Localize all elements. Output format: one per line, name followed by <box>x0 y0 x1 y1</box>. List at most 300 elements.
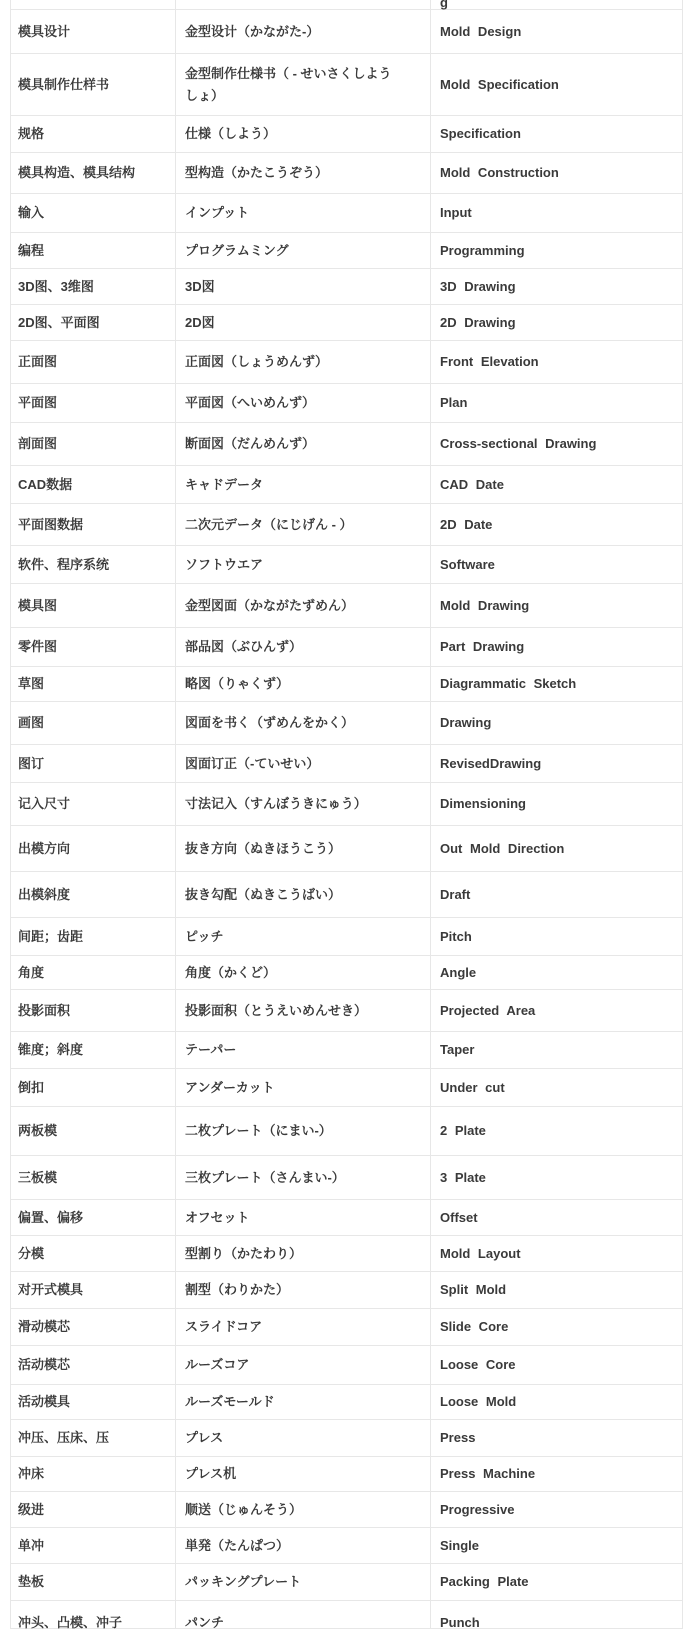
cell-english <box>431 54 683 116</box>
chinese-term: 2D图、平面图 <box>18 314 100 330</box>
table-row <box>11 1564 683 1601</box>
chinese-term: 图订 <box>18 755 45 771</box>
cell-japanese <box>176 305 431 341</box>
cell-chinese <box>11 1236 176 1272</box>
chinese-term: 锥度；斜度 <box>18 1042 84 1058</box>
english-term: Input <box>440 205 472 221</box>
table-row <box>11 667 683 702</box>
cell-japanese <box>176 1032 431 1069</box>
chinese-term: 平面图数据 <box>18 516 84 532</box>
cell-chinese <box>11 1457 176 1492</box>
cell-chinese <box>11 628 176 667</box>
english-term: Draft <box>440 886 471 902</box>
cell-english <box>431 1528 683 1564</box>
table-row <box>11 826 683 872</box>
english-term: Programming <box>440 242 525 258</box>
chinese-term: 出模斜度 <box>18 886 71 902</box>
cell-english <box>431 1346 683 1385</box>
cell-english <box>431 1032 683 1069</box>
chinese-term: 正面图 <box>18 354 58 370</box>
japanese-term: 金型図面（かながたずめん） <box>185 597 355 613</box>
table-row <box>11 745 683 783</box>
cell-japanese <box>176 584 431 628</box>
cell-english <box>431 466 683 504</box>
glossary-body <box>11 0 683 1629</box>
cell-japanese <box>176 269 431 305</box>
cell-english <box>431 1309 683 1346</box>
chinese-term: 草图 <box>18 676 45 692</box>
japanese-term: 3D図 <box>185 278 215 294</box>
cell-chinese <box>11 1528 176 1564</box>
cell-chinese <box>11 826 176 872</box>
table-row <box>11 269 683 305</box>
table-row <box>11 1492 683 1528</box>
cell-japanese <box>176 1528 431 1564</box>
chinese-term: 分模 <box>18 1245 45 1261</box>
cell-japanese <box>176 194 431 233</box>
cell-japanese <box>176 504 431 546</box>
japanese-term: 正面図（しょうめんず） <box>185 354 329 370</box>
cell-chinese <box>11 54 176 116</box>
cell-english <box>431 233 683 269</box>
chinese-term: 编程 <box>18 242 45 258</box>
japanese-term: オフセット <box>185 1209 250 1225</box>
cell-japanese <box>176 1236 431 1272</box>
cell-english <box>431 546 683 584</box>
table-row <box>11 10 683 54</box>
table-row <box>11 466 683 504</box>
cell-chinese <box>11 584 176 628</box>
cell-chinese <box>11 1272 176 1309</box>
chinese-term: 单冲 <box>18 1537 45 1553</box>
japanese-term: キャドデータ <box>185 476 264 492</box>
table-row <box>11 305 683 341</box>
chinese-term: 剖面图 <box>18 436 58 452</box>
english-term: RevisedDrawing <box>440 755 542 771</box>
cell-japanese <box>176 872 431 918</box>
table-row <box>11 1032 683 1069</box>
cell-chinese <box>11 1601 176 1629</box>
cell-japanese <box>176 0 431 10</box>
english-term: Press <box>440 1430 476 1446</box>
english-term: Plan <box>440 395 468 411</box>
english-term: Angle <box>440 964 477 980</box>
cell-english <box>431 584 683 628</box>
english-term: 2 Plate <box>440 1123 486 1139</box>
cell-japanese <box>176 990 431 1032</box>
cell-japanese <box>176 54 431 116</box>
chinese-term: 模具制作仕样书 <box>18 76 110 92</box>
table-row <box>11 1309 683 1346</box>
table-row <box>11 504 683 546</box>
cell-english <box>431 153 683 194</box>
table-row <box>11 233 683 269</box>
table-row <box>11 1528 683 1564</box>
japanese-term: プレス <box>185 1430 224 1446</box>
english-term: 2D Date <box>440 516 493 532</box>
japanese-term: ルーズコア <box>185 1357 250 1373</box>
cell-chinese <box>11 1032 176 1069</box>
english-term: Slide Core <box>440 1319 509 1335</box>
table-row <box>11 54 683 116</box>
english-term: 3D Drawing <box>440 278 516 294</box>
chinese-term: 冲头、凸模、冲子 <box>18 1615 123 1630</box>
japanese-term: アンダーカット <box>185 1079 275 1095</box>
cell-english <box>431 918 683 956</box>
cell-japanese <box>176 153 431 194</box>
cell-chinese <box>11 546 176 584</box>
chinese-term: 投影面积 <box>18 1002 71 1018</box>
cell-english <box>431 1564 683 1601</box>
japanese-term: 図面订正（-ていせい） <box>185 755 320 771</box>
chinese-term: 冲床 <box>18 1466 45 1482</box>
japanese-term: 部品図（ぶひんず） <box>185 639 303 655</box>
english-term: Pitch <box>440 928 472 944</box>
cell-japanese <box>176 628 431 667</box>
japanese-term: 抜き勾配（ぬきこうばい） <box>185 886 342 902</box>
cell-chinese <box>11 702 176 745</box>
cell-chinese <box>11 956 176 990</box>
cell-english <box>431 1200 683 1236</box>
cell-english <box>431 1492 683 1528</box>
chinese-term: 规格 <box>18 126 45 142</box>
chinese-term: 活动模芯 <box>18 1357 71 1373</box>
table-row <box>11 584 683 628</box>
japanese-term: 寸法记入（すんぼうきにゅう） <box>185 796 367 812</box>
cell-japanese <box>176 1156 431 1200</box>
english-term: Mold Specification <box>440 76 559 92</box>
english-term: Under cut <box>440 1079 505 1095</box>
japanese-term: 平面図（へいめんず） <box>185 395 316 411</box>
cell-english <box>431 702 683 745</box>
cell-chinese <box>11 269 176 305</box>
cell-japanese <box>176 233 431 269</box>
cell-english <box>431 745 683 783</box>
japanese-term: 型构造（かたこうぞう） <box>185 165 329 181</box>
japanese-term: ソフトウエア <box>185 556 264 572</box>
cell-english <box>431 1156 683 1200</box>
japanese-term: プログラムミング <box>185 242 289 258</box>
cell-chinese <box>11 466 176 504</box>
japanese-term: 二次元データ（にじげん - ） <box>185 516 353 532</box>
chinese-term: 偏置、偏移 <box>18 1209 84 1225</box>
japanese-term: 2D図 <box>185 314 215 330</box>
table-row <box>11 918 683 956</box>
english-term: Mold Drawing <box>440 597 530 613</box>
english-term: Front Elevation <box>440 354 539 370</box>
cell-chinese <box>11 745 176 783</box>
japanese-term: 図面を书く（ずめんをかく） <box>185 715 355 731</box>
cell-chinese <box>11 1156 176 1200</box>
english-term: Single <box>440 1537 480 1553</box>
table-row <box>11 628 683 667</box>
cell-japanese <box>176 1564 431 1601</box>
japanese-term: テーパー <box>185 1042 237 1058</box>
cell-japanese <box>176 826 431 872</box>
cell-japanese <box>176 745 431 783</box>
table-row <box>11 1457 683 1492</box>
cell-chinese <box>11 1420 176 1457</box>
japanese-term: 投影面积（とうえいめんせき） <box>185 1002 368 1018</box>
chinese-term: 级进 <box>18 1501 45 1517</box>
cell-japanese <box>176 667 431 702</box>
japanese-term: パンチ <box>185 1615 225 1630</box>
table-row <box>11 1107 683 1156</box>
japanese-term: 略図（りゃくず） <box>185 676 290 692</box>
cell-japanese <box>176 466 431 504</box>
chinese-term: 3D图、3维图 <box>18 278 94 294</box>
cell-english <box>431 1236 683 1272</box>
clipped-cell-content <box>185 0 396 1</box>
chinese-term: 画图 <box>18 715 45 731</box>
english-term: Loose Mold <box>440 1394 517 1410</box>
cell-english <box>431 1069 683 1107</box>
table-row <box>11 783 683 826</box>
cell-english <box>431 384 683 423</box>
chinese-term: 间距；齿距 <box>18 928 84 944</box>
english-term: Offset <box>440 1209 478 1225</box>
english-term: Mold Design <box>440 23 522 39</box>
cell-japanese <box>176 1601 431 1629</box>
japanese-term: 金型制作仕様书（ - せいさくしようしょ） <box>185 66 392 103</box>
table-row-bottom <box>11 1601 683 1629</box>
cell-japanese <box>176 1272 431 1309</box>
cell-japanese <box>176 1069 431 1107</box>
japanese-term: 断面図（だんめんず） <box>185 436 316 452</box>
chinese-term: 冲压、压床、压 <box>18 1430 110 1446</box>
japanese-term: 三枚プレート（さんまい-） <box>185 1169 345 1185</box>
cell-english <box>431 783 683 826</box>
japanese-term: 抜き方向（ぬきほうこう） <box>185 840 342 856</box>
english-term: Dimensioning <box>440 796 526 812</box>
cell-chinese <box>11 0 176 10</box>
table-row <box>11 1272 683 1309</box>
chinese-term: 出模方向 <box>18 840 71 856</box>
cell-english <box>431 423 683 466</box>
english-term: 3 Plate <box>440 1169 486 1185</box>
cell-chinese <box>11 1107 176 1156</box>
table-row-top <box>11 0 683 10</box>
japanese-term: インプット <box>185 205 250 221</box>
chinese-term: 输入 <box>18 205 45 221</box>
table-row <box>11 423 683 466</box>
cell-japanese <box>176 1385 431 1420</box>
english-term: Drawing <box>440 715 492 731</box>
cell-chinese <box>11 918 176 956</box>
cell-japanese <box>176 783 431 826</box>
japanese-term: 仕様（しよう） <box>185 126 277 142</box>
english-term: Taper <box>440 1042 475 1058</box>
japanese-term: 顺送（じゅんそう） <box>185 1501 303 1517</box>
english-term: Punch <box>440 1615 480 1630</box>
cell-japanese <box>176 1309 431 1346</box>
clipped-cell-content <box>18 1612 167 1628</box>
table-row <box>11 546 683 584</box>
chinese-term: 垫板 <box>18 1574 45 1590</box>
table-row <box>11 990 683 1032</box>
table-row <box>11 872 683 918</box>
table-row <box>11 1346 683 1385</box>
english-term: Packing Plate <box>440 1574 529 1590</box>
chinese-term: CAD数据 <box>18 476 73 492</box>
cell-japanese <box>176 702 431 745</box>
cell-chinese <box>11 305 176 341</box>
cell-english <box>431 826 683 872</box>
cell-english <box>431 1385 683 1420</box>
english-term: Progressive <box>440 1501 515 1517</box>
chinese-term: 活动模具 <box>18 1394 71 1410</box>
table-row <box>11 1156 683 1200</box>
japanese-term: ルーズモールド <box>185 1394 275 1410</box>
clipped-cell-content <box>440 1612 674 1628</box>
chinese-term: 零件图 <box>18 639 58 655</box>
english-term: Software <box>440 556 495 572</box>
english-term: g <box>440 0 448 10</box>
table-row <box>11 341 683 384</box>
cell-japanese <box>176 956 431 990</box>
english-term: Out Mold Direction <box>440 840 565 856</box>
english-term: Diagrammatic Sketch <box>440 676 577 692</box>
table-row <box>11 1200 683 1236</box>
english-term: Press Machine <box>440 1466 536 1482</box>
japanese-term: ピッチ <box>185 928 224 944</box>
clipped-cell-content <box>185 1612 396 1628</box>
chinese-term: 模具图 <box>18 597 58 613</box>
cell-english <box>431 305 683 341</box>
english-term: Projected Area <box>440 1002 536 1018</box>
cell-english <box>431 1272 683 1309</box>
english-term: Split Mold <box>440 1282 507 1298</box>
cell-chinese <box>11 233 176 269</box>
cell-chinese <box>11 872 176 918</box>
cell-english <box>431 269 683 305</box>
cell-chinese <box>11 423 176 466</box>
table-row <box>11 956 683 990</box>
cell-english <box>431 1107 683 1156</box>
cell-chinese <box>11 1564 176 1601</box>
cell-japanese <box>176 1420 431 1457</box>
cell-english <box>431 1457 683 1492</box>
chinese-term: 模具构造、模具结构 <box>18 165 136 181</box>
glossary-table <box>10 0 683 1629</box>
cell-english <box>431 1601 683 1629</box>
table-row <box>11 194 683 233</box>
table-row <box>11 702 683 745</box>
cell-chinese <box>11 1346 176 1385</box>
japanese-term: パッキングプレート <box>185 1574 302 1590</box>
chinese-term: 滑动模芯 <box>18 1319 71 1335</box>
table-row <box>11 1385 683 1420</box>
cell-english <box>431 194 683 233</box>
english-term: Mold Layout <box>440 1245 521 1261</box>
chinese-term: 对开式模具 <box>18 1282 84 1298</box>
cell-japanese <box>176 384 431 423</box>
table-row <box>11 153 683 194</box>
cell-japanese <box>176 1346 431 1385</box>
cell-chinese <box>11 116 176 153</box>
japanese-term: 角度（かくど） <box>185 964 277 980</box>
cell-chinese <box>11 1069 176 1107</box>
cell-japanese <box>176 918 431 956</box>
japanese-term: 型割り（かたわり） <box>185 1245 303 1261</box>
chinese-term: 软件、程序系统 <box>18 556 110 572</box>
cell-japanese <box>176 1492 431 1528</box>
cell-english <box>431 667 683 702</box>
cell-japanese <box>176 341 431 384</box>
cell-japanese <box>176 10 431 54</box>
chinese-term: 模具设计 <box>18 23 71 39</box>
japanese-term: 割型（わりかた） <box>185 1282 290 1298</box>
japanese-term: プレス机 <box>185 1466 237 1482</box>
cell-japanese <box>176 1107 431 1156</box>
table-row <box>11 116 683 153</box>
cell-chinese <box>11 1385 176 1420</box>
table-row <box>11 1236 683 1272</box>
cell-chinese <box>11 1200 176 1236</box>
table-row <box>11 1420 683 1457</box>
cell-japanese <box>176 1200 431 1236</box>
cell-chinese <box>11 667 176 702</box>
cell-english <box>431 956 683 990</box>
cell-chinese <box>11 194 176 233</box>
cell-chinese <box>11 341 176 384</box>
cell-english <box>431 1420 683 1457</box>
cell-chinese <box>11 10 176 54</box>
japanese-term: 単発（たんぱつ） <box>185 1537 290 1553</box>
cell-english <box>431 0 683 10</box>
japanese-term: 二枚プレート（にまい-） <box>185 1123 332 1139</box>
english-term: Cross-sectional Drawing <box>440 436 597 452</box>
clipped-cell-content <box>440 0 674 10</box>
chinese-term: 三板模 <box>18 1169 58 1185</box>
cell-english <box>431 341 683 384</box>
clipped-cell-content <box>18 0 167 1</box>
japanese-term: スライドコア <box>185 1319 263 1335</box>
cell-chinese <box>11 153 176 194</box>
english-term: 2D Drawing <box>440 314 516 330</box>
cell-japanese <box>176 1457 431 1492</box>
cell-english <box>431 116 683 153</box>
chinese-term: 平面图 <box>18 395 58 411</box>
cell-english <box>431 872 683 918</box>
cell-english <box>431 504 683 546</box>
chinese-term: 记入尺寸 <box>18 796 71 812</box>
japanese-term: 金型设计（かながた-） <box>185 23 320 39</box>
cell-japanese <box>176 116 431 153</box>
english-term: CAD Date <box>440 476 504 492</box>
cell-japanese <box>176 546 431 584</box>
english-term: Mold Construction <box>440 165 559 181</box>
cell-japanese <box>176 423 431 466</box>
cell-english <box>431 10 683 54</box>
cell-chinese <box>11 1492 176 1528</box>
cell-chinese <box>11 1309 176 1346</box>
chinese-term: 两板模 <box>18 1123 58 1139</box>
english-term: Part Drawing <box>440 639 525 655</box>
cell-chinese <box>11 384 176 423</box>
cell-chinese <box>11 504 176 546</box>
cell-chinese <box>11 990 176 1032</box>
table-row <box>11 384 683 423</box>
chinese-term: 倒扣 <box>18 1079 45 1095</box>
cell-english <box>431 990 683 1032</box>
cell-english <box>431 628 683 667</box>
cell-chinese <box>11 783 176 826</box>
table-row <box>11 1069 683 1107</box>
english-term: Specification <box>440 126 521 142</box>
chinese-term: 角度 <box>18 964 45 980</box>
english-term: Loose Core <box>440 1357 516 1373</box>
